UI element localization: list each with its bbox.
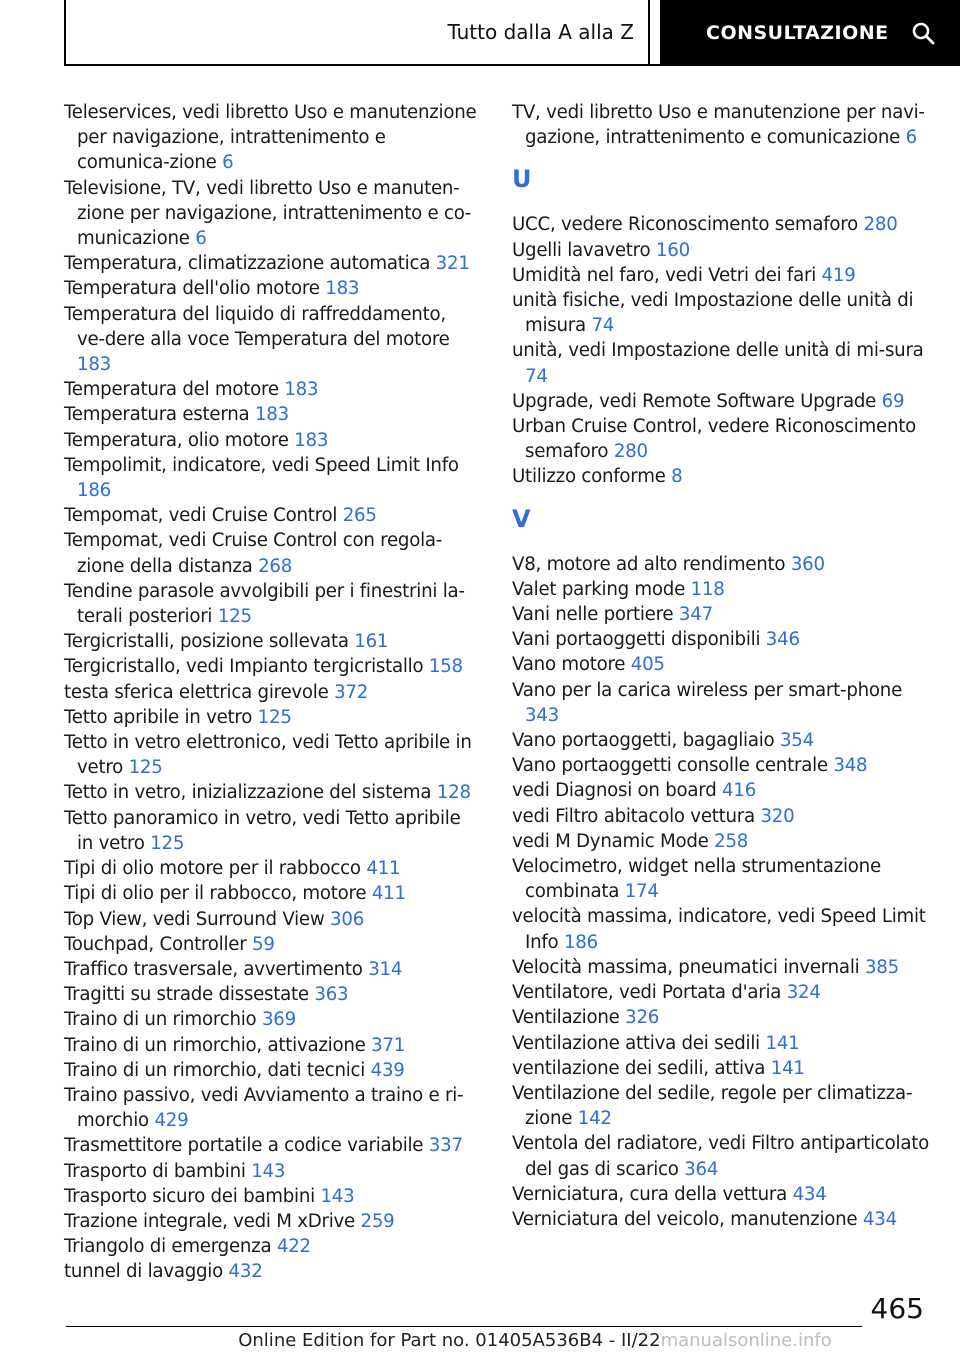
index-entry [64,1007,478,1032]
index-entry-text: Traino passivo, vedi Avviamento a traino e ri‐morchio [64,1084,464,1132]
index-entry [512,778,932,803]
index-letter-u: U [512,165,532,194]
index-page-link[interactable]: 363 [314,984,349,1006]
index-entry-text: Vani nelle portiere [512,604,674,626]
index-page-link[interactable]: 347 [678,604,713,626]
index-entry [512,100,932,150]
index-page-link[interactable]: 125 [257,706,292,728]
index-entry-text: Ventilazione attiva dei sedili [512,1032,760,1054]
index-entry-text: Ventola del radiatore, vedi Filtro antiparticolato del gas di scarico [512,1133,929,1180]
index-page-link[interactable]: 411 [371,883,406,905]
index-page-link[interactable]: 434 [792,1183,827,1205]
index-page-link[interactable]: 280 [613,441,648,463]
index-page-link[interactable]: 346 [765,629,800,651]
consultation-tab[interactable] [660,0,960,66]
index-entry [64,907,478,932]
index-entry-text: Vano motore [512,654,626,676]
index-page-link[interactable]: 161 [354,631,389,653]
index-page-link[interactable]: 183 [284,379,319,401]
index-page-link[interactable]: 125 [217,606,252,628]
index-page-link[interactable]: 125 [150,832,185,854]
index-column-left [64,100,478,1285]
index-entry [512,1207,932,1232]
index-entry-text: Tragitti su strade dissestate [64,984,309,1006]
index-entry-text: Velocità massima, pneumatici invernali [512,956,860,978]
index-page-link[interactable]: 186 [563,931,598,953]
index-page-link[interactable]: 183 [294,429,329,451]
index-entry-text: Ventilatore, vedi Portata d'aria [512,982,782,1004]
index-page-link[interactable]: 74 [591,315,615,337]
index-entry [512,652,932,677]
index-entry-text: Tipi di olio motore per il rabbocco [64,858,361,880]
index-entry-text: Vano portaoggetti consolle centrale [512,755,828,777]
index-entry [64,1234,478,1259]
index-entry-text: Temperatura del liquido di raffreddamento, ve‐dere alla voce Temperatura del motore [64,303,450,350]
index-page-link[interactable]: 183 [325,278,360,300]
index-page-link[interactable]: 141 [770,1057,805,1079]
index-entry [64,1159,478,1184]
index-entry-text: unità, vedi Impostazione delle unità di mi‐sura [512,340,924,362]
index-page-link[interactable]: 6 [905,127,917,149]
index-entry [64,982,478,1007]
index-entry-text: Tetto in vetro, inizializzazione del sistema [64,782,432,804]
index-letter-v: V [512,504,531,533]
index-entry [512,678,932,728]
edition-text: Online Edition for Part no. 01405A536B4 - II/22 [238,1330,661,1351]
index-page-link[interactable]: 411 [366,858,401,880]
index-entry-text: Temperatura, olio motore [64,429,289,451]
search-icon [911,21,935,45]
footer-edition [0,1330,960,1351]
index-page-link[interactable]: 265 [342,505,377,527]
index-entry [64,1184,478,1209]
index-entry-text: Traffico trasversale, avvertimento [64,958,363,980]
index-column-right [512,100,932,1232]
index-entry [512,414,932,464]
index-entry-text: Trasmettitore portatile a codice variabile [64,1135,424,1157]
index-entry [64,932,478,957]
index-page-link[interactable]: 432 [228,1261,263,1283]
index-entry [64,730,478,780]
index-entry-text: Teleservices, vedi libretto Uso e manutenzione per navigazione, intrattenimento e comunica‐zione [64,102,477,174]
index-page-link[interactable]: 59 [252,933,275,955]
index-entry-text: Verniciatura del veicolo, manutenzione [512,1208,858,1230]
index-entry-text: Tergicristalli, posizione sollevata [64,631,349,653]
index-entry-text: Utilizzo conforme [512,466,666,488]
index-entry [64,1259,478,1284]
index-entry-text: Vano portaoggetti, bagagliaio [512,730,775,752]
header-rule-divider [648,0,650,66]
index-page-link[interactable]: 314 [368,958,403,980]
index-entry [512,1081,932,1131]
index-page-link[interactable]: 268 [258,555,293,577]
index-entry [512,389,932,414]
index-entry [512,338,932,388]
index-entry-text: Tempomat, vedi Cruise Control [64,505,338,527]
index-page-link[interactable]: 118 [690,578,725,600]
index-page-link[interactable]: 69 [881,390,905,412]
index-entry [64,579,478,629]
index-page-link[interactable]: 348 [833,755,868,777]
index-entry-text: Tipi di olio per il rabbocco, motore [64,883,367,905]
index-entry [512,955,932,980]
index-page-link[interactable]: 160 [655,239,690,261]
index-entry-text: Vani portaoggetti disponibili [512,629,761,651]
index-entry [512,288,932,338]
index-entry-text: unità fisiche, vedi Impostazione delle unità di misura [512,290,914,337]
index-entry [64,856,478,881]
index-page-link[interactable]: 405 [630,654,665,676]
index-entry [64,1133,478,1158]
index-entry-text: Valet parking mode [512,578,686,600]
section-title [66,0,648,64]
index-entry-text: vedi Filtro abitacolo vettura [512,805,755,827]
index-entry [64,100,478,176]
index-page-link[interactable]: 372 [334,681,369,703]
index-page-link[interactable]: 306 [330,908,365,930]
index-page-link[interactable]: 174 [624,881,659,903]
index-entry [64,528,478,578]
index-entry-text: Traino di un rimorchio [64,1009,257,1031]
index-entry [64,1058,478,1083]
index-entry [64,654,478,679]
index-entry [64,1083,478,1133]
index-entry-text: Tempolimit, indicatore, vedi Speed Limit Info [64,454,459,476]
index-entry [64,780,478,805]
index-entry-text: V8, motore ad alto rendimento [512,553,786,575]
index-entry [64,881,478,906]
index-page-link[interactable]: 320 [760,805,795,827]
index-entry-text: Tetto apribile in vetro [64,706,253,728]
index-entry [64,302,478,378]
index-entry-text: Trasporto sicuro dei bambini [64,1185,315,1207]
index-entry-text: TV, vedi libretto Uso e manutenzione per navi‐gazione, intrattenimento e comunicazione [512,102,925,149]
index-entry-text: Traino di un rimorchio, dati tecnici [64,1059,366,1081]
page-number: 465 [870,1292,924,1325]
index-page-link[interactable]: 183 [254,404,289,426]
index-entry-text: velocità massima, indicatore, vedi Speed Limit Info [512,906,926,953]
index-entry [64,453,478,503]
index-entry-text: Tetto in vetro elettronico, vedi Tetto apribile in vetro [64,732,472,779]
index-page-link[interactable]: 337 [428,1135,463,1157]
index-entry-text: Velocimetro, widget nella strumentazione combinata [512,856,881,903]
index-entry-text: Verniciatura, cura della vettura [512,1183,788,1205]
index-entry [512,980,932,1005]
header-rule-bottom [64,64,660,66]
index-entry-text: Touchpad, Controller [64,933,247,955]
index-page-link[interactable]: 385 [864,956,899,978]
index-page-link[interactable]: 419 [821,264,856,286]
index-entry-text: Triangolo di emergenza [64,1236,272,1258]
watermark: manualsonline.info [660,1330,832,1351]
index-entry-text: vedi Diagnosi on board [512,780,717,802]
index-entry-text: Tendine parasole avvolgibili per i finestrini la‐terali posteriori [64,580,465,628]
index-entry-text: Trasporto di bambini [64,1160,246,1182]
index-page-link[interactable]: 360 [790,553,825,575]
index-page-link[interactable]: 326 [625,1007,660,1029]
index-entry [64,1033,478,1058]
index-page-link[interactable]: 324 [786,982,821,1004]
index-entry-text: Umidità nel faro, vedi Vetri dei fari [512,264,816,286]
index-page-link[interactable]: 128 [436,782,471,804]
index-entry [512,238,932,263]
index-entry-text: ventilazione dei sedili, attiva [512,1057,766,1079]
index-entry-text: vedi M Dynamic Mode [512,830,709,852]
index-entry [512,577,932,602]
index-page-link[interactable]: 141 [765,1032,800,1054]
index-entry [64,680,478,705]
index-entry [512,263,932,288]
index-page-link[interactable]: 422 [276,1236,311,1258]
index-entry [512,728,932,753]
index-page-link[interactable]: 434 [862,1208,897,1230]
index-page-link[interactable]: 143 [320,1185,355,1207]
consultation-tab-label: CONSULTAZIONE [706,22,889,44]
index-entry [64,806,478,856]
index-entry-text: Ugelli lavavetro [512,239,651,261]
index-page-link[interactable]: 321 [435,253,470,275]
index-page-link[interactable]: 158 [428,656,463,678]
index-entry-text: Temperatura dell'olio motore [64,278,320,300]
index-entry [512,904,932,954]
index-page-link[interactable]: 258 [714,830,749,852]
index-entry [512,602,932,627]
index-entry-text: Traino di un rimorchio, attivazione [64,1034,366,1056]
index-entry [512,1005,932,1030]
index-entry-text: UCC, vedere Riconoscimento semaforo [512,214,858,236]
index-page-link[interactable]: 8 [671,466,683,488]
index-page-link[interactable]: 354 [779,730,814,752]
index-entry [512,829,932,854]
index-entry-text: testa sferica elettrica girevole [64,681,329,703]
index-entry [64,705,478,730]
index-entry [64,1209,478,1234]
index-entry [64,251,478,276]
index-entry-text: Temperatura, climatizzazione automatica [64,253,431,275]
index-entry [512,627,932,652]
index-page-link[interactable]: 280 [863,214,898,236]
index-page-link[interactable]: 125 [128,757,163,779]
index-page-link[interactable]: 186 [77,480,111,502]
index-entry-text: Ventilazione [512,1007,620,1029]
index-page-link[interactable]: 364 [684,1158,719,1180]
index-entry [512,854,932,904]
index-page-link[interactable]: 143 [251,1160,286,1182]
index-page-link[interactable]: 6 [222,152,234,174]
index-entry [64,629,478,654]
index-entry-text: Temperatura del motore [64,379,279,401]
index-entry [64,276,478,301]
footer-rule [66,1326,862,1327]
index-entry [64,402,478,427]
index-entry [512,804,932,829]
index-page-link[interactable]: 142 [577,1108,612,1130]
index-entry-text: Tempomat, vedi Cruise Control con regola‐zione della distanza [64,530,443,577]
index-entry-text: Trazione integrale, vedi M xDrive [64,1210,355,1232]
index-page-link[interactable]: 439 [370,1059,405,1081]
index-entry [512,552,932,577]
index-entry-text: Urban Cruise Control, vedere Riconoscimento semaforo [512,416,916,463]
index-entry-text: Vano per la carica wireless per smart‐phone [512,679,903,701]
index-entry [64,176,478,252]
index-entry [512,212,932,237]
index-page-link[interactable]: 416 [722,780,757,802]
index-entry [512,1056,932,1081]
index-page-link[interactable]: 259 [360,1210,395,1232]
index-entry [64,428,478,453]
index-entry [64,503,478,528]
index-entry [512,753,932,778]
index-page-link[interactable]: 369 [261,1009,296,1031]
index-entry-text: Upgrade, vedi Remote Software Upgrade [512,390,877,412]
index-entry [64,377,478,402]
index-entry-text: Televisione, TV, vedi libretto Uso e manuten‐zione per navigazione, intrattenimento e co‐municazione [64,177,471,250]
index-page-link[interactable]: 183 [77,354,111,376]
index-page-link[interactable]: 343 [525,704,559,726]
index-page-link[interactable]: 429 [154,1110,189,1132]
index-entry-text: Temperatura esterna [64,404,250,426]
index-entry [512,1031,932,1056]
index-entry [512,1182,932,1207]
index-entry-text: Top View, vedi Surround View [64,908,325,930]
index-entry-text: Tetto panoramico in vetro, vedi Tetto apribile in vetro [64,807,461,854]
index-page-link[interactable]: 74 [525,365,548,387]
index-entry [64,957,478,982]
index-page-link[interactable]: 6 [195,228,207,250]
index-entry [512,1131,932,1181]
index-entry-text: Tergicristallo, vedi Impianto tergicristallo [64,656,424,678]
index-entry-text: Ventilazione del sedile, regole per climatizza‐zione [512,1082,913,1130]
index-entry [512,464,932,489]
index-entry-text: tunnel di lavaggio [64,1261,223,1283]
section-title-text: Tutto dalla A alla Z [447,20,634,44]
index-page-link[interactable]: 371 [371,1034,406,1056]
